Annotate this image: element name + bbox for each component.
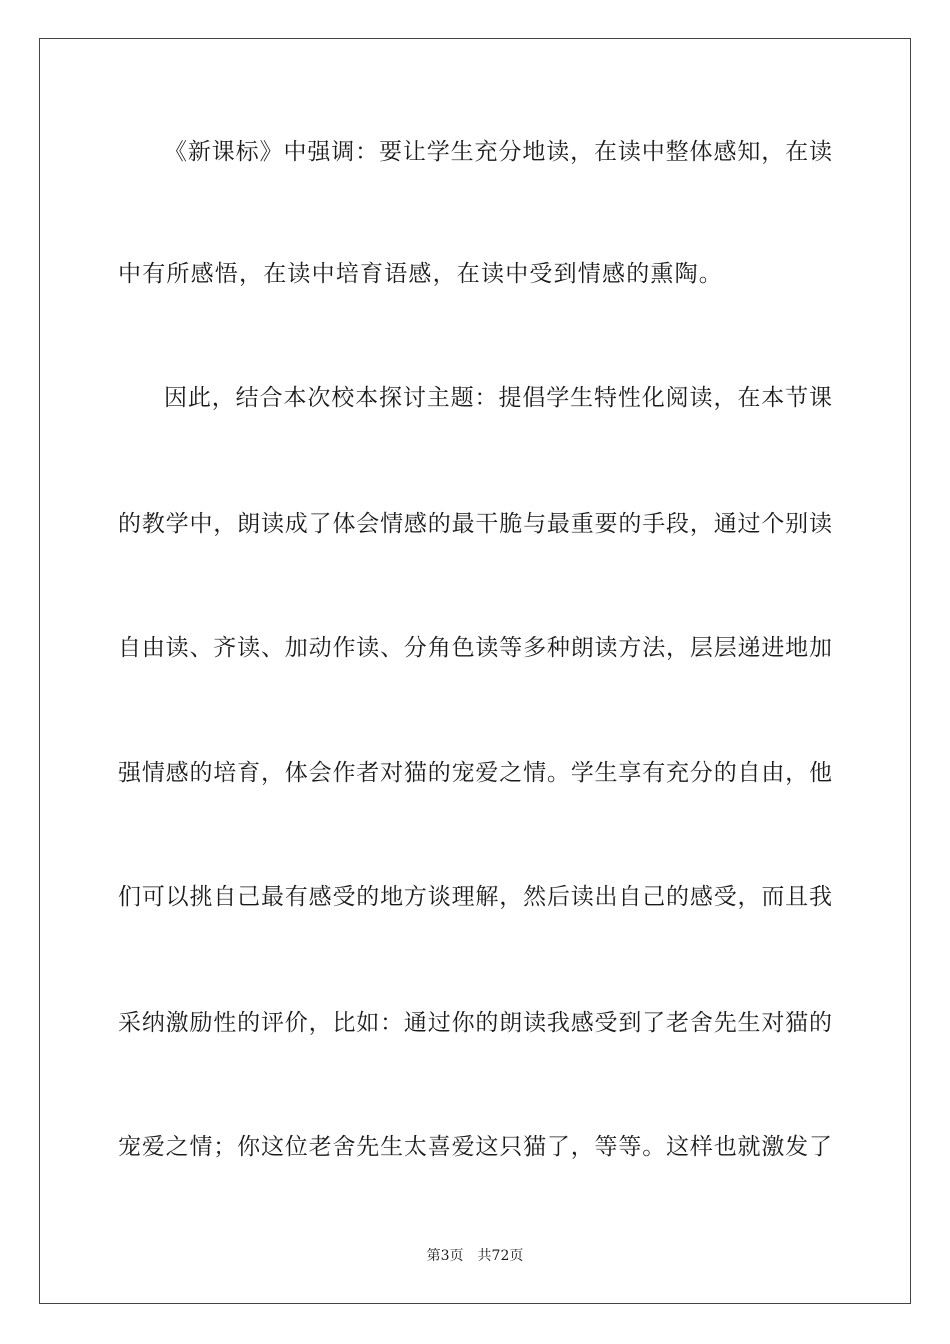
paragraph-2-line-4: 强情感的培育，体会作者对猫的宠爱之情。学生享有充分的自由，他 (118, 760, 832, 786)
paragraph-2-line-2: 的教学中，朗读成了体会情感的最干脆与最重要的手段，通过个别读 (118, 511, 832, 537)
page-border (39, 38, 911, 1304)
total-pages: 共72页 (477, 1248, 524, 1264)
paragraph-2-line-3: 自由读、齐读、加动作读、分角色读等多种朗读方法，层层递进地加 (118, 635, 832, 661)
paragraph-1-line-2: 中有所感悟，在读中培育语感，在读中受到情感的熏陶。 (118, 261, 723, 287)
paragraph-2-line-6: 采纳激励性的评价，比如：通过你的朗读我感受到了老舍先生对猫的 (118, 1010, 832, 1036)
paragraph-2-line-1: 因此，结合本次校本探讨主题：提倡学生特性化阅读，在本节课 (164, 385, 832, 411)
paragraph-2-line-7: 宠爱之情；你这位老舍先生太喜爱这只猫了，等等。这样也就激发了 (118, 1134, 832, 1160)
paragraph-1-line-1: 《新课标》中强调：要让学生充分地读，在读中整体感知，在读 (164, 139, 832, 165)
paragraph-2-line-5: 们可以挑自己最有感受的地方谈理解，然后读出自己的感受，而且我 (118, 884, 832, 910)
page-number: 第3页 (426, 1248, 464, 1264)
page-footer (0, 1247, 950, 1265)
